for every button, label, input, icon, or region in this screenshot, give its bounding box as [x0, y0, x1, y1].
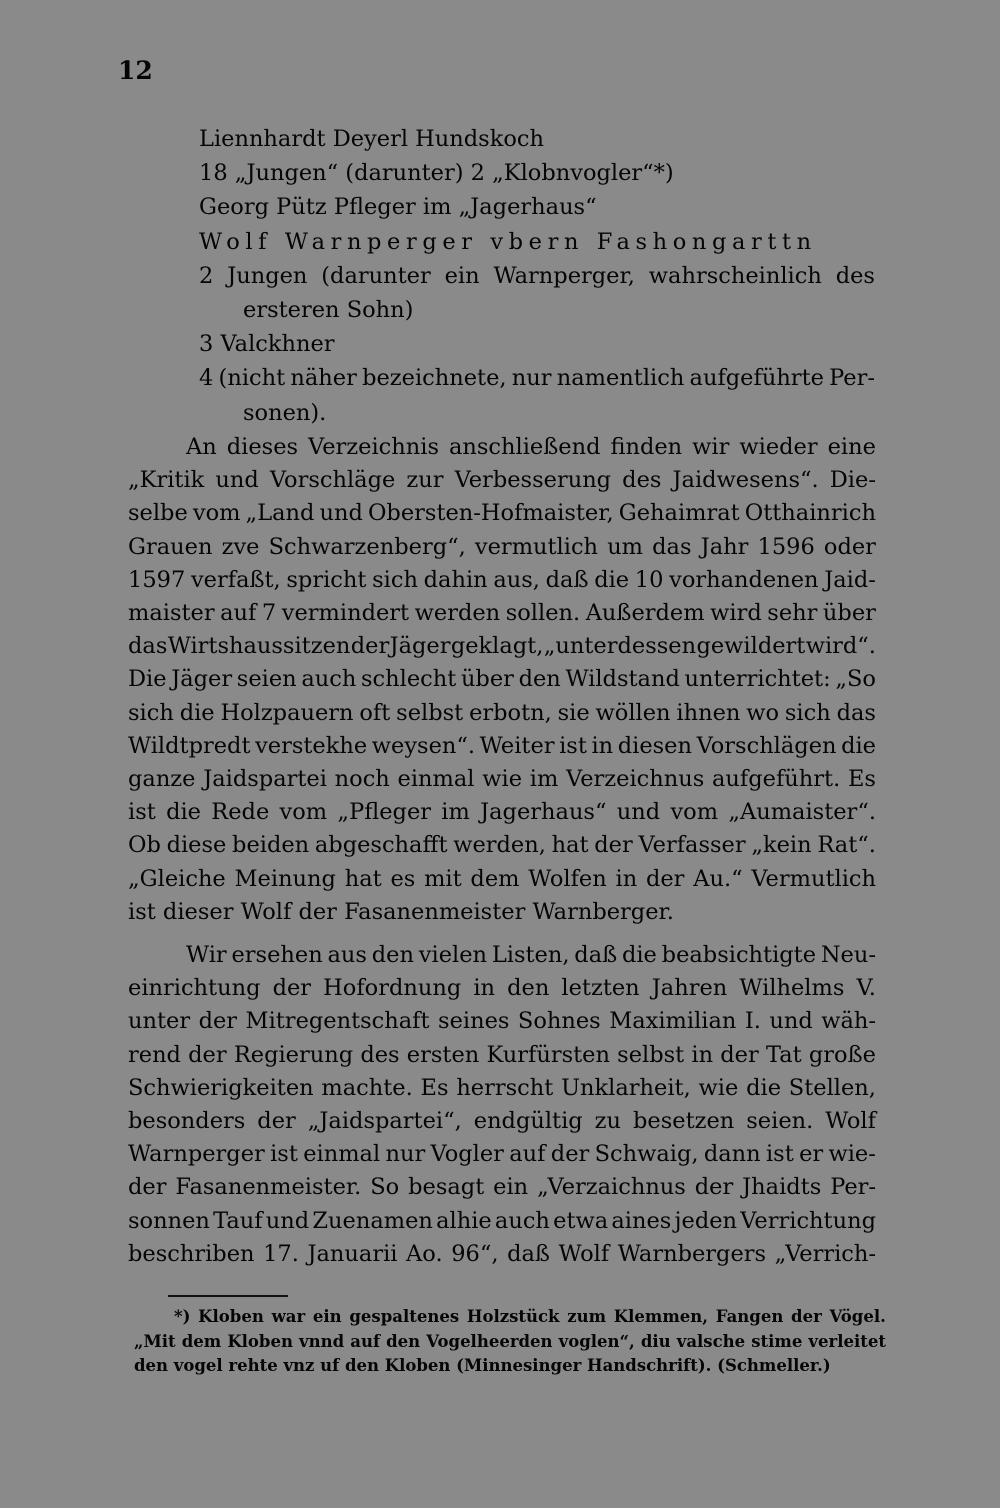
footnote	[134, 1305, 886, 1379]
text-line: 1597 verfaßt, spricht sich dahin aus, daß die 10 vorhandenen Jaid-	[128, 566, 876, 593]
page-number: 12	[118, 56, 153, 85]
list-item: 2 Jungen (darunter ein Warnperger, wahrscheinlich des	[199, 262, 875, 289]
text-line: besonders der „Jaidspartei“, endgültig zu besetzen seien. Wolf	[128, 1108, 876, 1135]
text-line: ist dieser Wolf der Fasanenmeister Warnberger.	[128, 898, 674, 925]
text-line: ganze Jaidspartei noch einmal wie im Verzeichnus aufgeführt. Es	[128, 766, 876, 793]
text-line: einrichtung der Hofordnung in den letzten Jahren Wilhelms V.	[128, 975, 876, 1002]
list-item: 3 Valckhner	[199, 331, 335, 358]
text-line: „Gleiche Meinung hat es mit dem Wolfen in der Au.“ Vermutlich	[128, 865, 876, 892]
list-item: Georg Pütz Pfleger im „Jagerhaus“	[199, 194, 597, 221]
footnote-line: „Mit dem Kloben vnnd auf den Vogelheerden voglen“, diu valsche stime verleitet	[134, 1331, 886, 1351]
text-line: maister auf 7 vermindert werden sollen. Außerdem wird sehr über	[128, 600, 876, 627]
text-line: Schwierigkeiten machte. Es herrscht Unklarheit, wie die Stellen,	[128, 1074, 876, 1101]
text-line: der Fasanenmeister. So besagt ein „Verzaichnus der Jhaidts Per-	[128, 1174, 876, 1201]
text-line: das Wirtshaussitzen der Jäger geklagt, „unterdessen gewildert wird“.	[128, 633, 876, 660]
list-item: 18 „Jungen“ (darunter) 2 „Klobnvogler“*)	[199, 160, 674, 187]
staff-list	[199, 122, 875, 430]
text-line: rend der Regierung des ersten Kurfürsten selbst in der Tat große	[128, 1041, 876, 1068]
text-line: Wildtpredt verstekhe weysen“. Weiter ist in diesen Vorschlägen die	[128, 732, 876, 759]
paragraph-2	[128, 939, 876, 1271]
text-line: unter der Mitregentschaft seines Sohnes Maximilian I. und wäh-	[128, 1008, 876, 1035]
text-line: selbe vom „Land und Obersten-Hofmaister, Gehaimrat Otthainrich	[128, 500, 876, 527]
list-item: ersteren Sohn)	[243, 297, 414, 324]
text-line: sonnen Tauf und Zuenamen alhie auch etwa aines jeden Verrichtung	[128, 1207, 876, 1234]
text-line: ist die Rede vom „Pfleger im Jagerhaus“ und vom „Aumaister“.	[128, 799, 876, 826]
text-line: An dieses Verzeichnis anschließend finden wir wieder eine	[186, 434, 876, 460]
list-item: Wolf Warnperger vbern Fashongarttn	[199, 228, 817, 255]
list-item: Liennhardt Deyerl Hundskoch	[199, 126, 545, 152]
text-line: „Kritik und Vorschläge zur Verbesserung des Jaidwesens“. Die-	[128, 467, 876, 494]
footnote-divider	[168, 1295, 288, 1297]
main-text	[128, 431, 876, 1271]
text-line: Die Jäger seien auch schlecht über den Wildstand unterrichtet: „So	[128, 666, 876, 693]
footnote-line: den vogel rehte vnz uf den Kloben (Minnesinger Handschrift). (Schmeller.)	[134, 1356, 831, 1375]
text-line: Grauen zve Schwarzenberg“, vermutlich um das Jahr 1596 oder	[128, 533, 876, 560]
footnote-line: *) Kloben war ein gespaltenes Holzstück zum Klemmen, Fangen der Vögel.	[174, 1307, 886, 1326]
text-line: Ob diese beiden abgeschafft werden, hat der Verfasser „kein Rat“.	[128, 832, 876, 859]
text-line: beschriben 17. Januarii Ao. 96“, daß Wolf Warnbergers „Verrich-	[128, 1240, 876, 1267]
text-line: Wir ersehen aus den vielen Listen, daß die beabsichtigte Neu-	[186, 942, 876, 969]
paragraph-1	[128, 431, 876, 929]
text-line: sich die Holzpauern oft selbst erbotn, sie wöllen ihnen wo sich das	[128, 699, 876, 726]
list-item: sonen).	[243, 399, 327, 426]
list-item: 4 (nicht näher bezeichnete, nur namentlich aufgeführte Per-	[199, 365, 875, 392]
text-line: Warnperger ist einmal nur Vogler auf der Schwaig, dann ist er wie-	[128, 1141, 876, 1168]
